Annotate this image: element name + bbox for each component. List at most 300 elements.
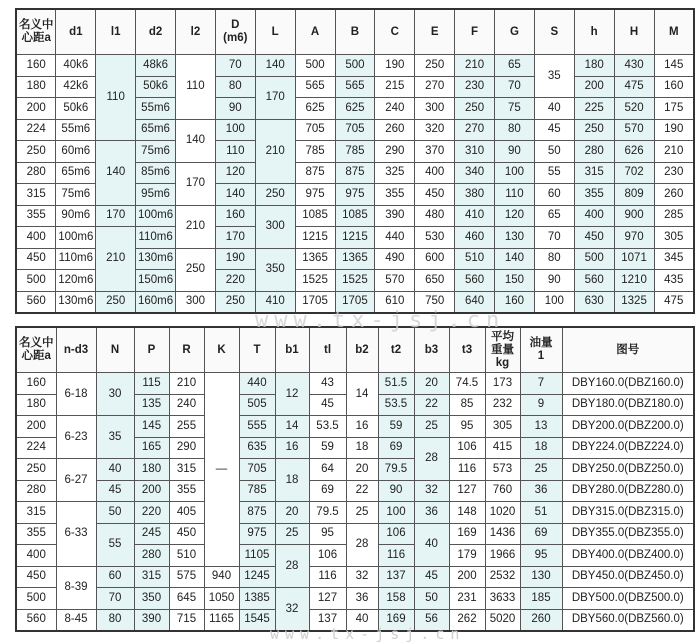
- table-cell: 440: [375, 227, 415, 249]
- table-cell: 55: [534, 162, 574, 184]
- column-header: L: [255, 9, 295, 55]
- table-cell: 45: [414, 566, 449, 588]
- table-cell: 158: [378, 588, 414, 610]
- table-cell: 400: [16, 545, 56, 567]
- table-cell: 350: [134, 588, 169, 610]
- column-header: K: [204, 327, 239, 373]
- table-cell: 80: [215, 76, 255, 98]
- table-cell: 55m6: [56, 119, 96, 141]
- table-cell: 355: [574, 184, 614, 206]
- table-cell: 645: [169, 588, 204, 610]
- table-cell: 750: [415, 291, 455, 313]
- table-cell: 260: [520, 609, 562, 631]
- table-cell: 1215: [335, 227, 375, 249]
- table-cell: 400: [16, 227, 56, 249]
- table-cell: 22: [346, 480, 378, 502]
- table-cell: 626: [614, 141, 654, 163]
- table-cell: 325: [375, 162, 415, 184]
- table-cell: 230: [654, 162, 694, 184]
- column-header: b3: [414, 327, 449, 373]
- table-cell: 18: [346, 437, 378, 459]
- table-cell: 180: [134, 459, 169, 481]
- table-cell: 90: [534, 270, 574, 292]
- table-cell: 280: [16, 162, 56, 184]
- table-cell: 36: [346, 588, 378, 610]
- table-cell: 530: [415, 227, 455, 249]
- table-cell: 1050: [204, 588, 239, 610]
- table-cell: 60: [96, 566, 134, 588]
- table-cell: 127: [449, 480, 485, 502]
- table-cell: 390: [134, 609, 169, 631]
- table-cell: 116: [378, 545, 414, 567]
- table-cell: 85m6: [136, 162, 176, 184]
- table-cell: 230: [455, 76, 495, 98]
- table-cell: 16: [346, 416, 378, 438]
- table-cell: 110m6: [56, 248, 96, 270]
- table-cell: 13: [520, 416, 562, 438]
- table-cell: 1705: [335, 291, 375, 313]
- table-cell: 250: [455, 98, 495, 120]
- table-cell: 116: [309, 566, 346, 588]
- table-cell: 90: [215, 98, 255, 120]
- table-cell: 240: [375, 98, 415, 120]
- table-cell: 150: [495, 270, 535, 292]
- table-cell: 100m6: [56, 227, 96, 249]
- table-cell: 20: [346, 459, 378, 481]
- table-cell: 3633: [485, 588, 520, 610]
- table-cell: 43: [309, 373, 346, 395]
- table-cell: 110m6: [136, 227, 176, 249]
- table-cell: 280: [134, 545, 169, 567]
- table-cell: 75m6: [56, 184, 96, 206]
- column-header: n-d3: [56, 327, 96, 373]
- table-cell: 40: [346, 609, 378, 631]
- table-cell: 1020: [485, 502, 520, 524]
- table-cell: 106: [309, 545, 346, 567]
- column-header: 平均 重量 kg: [485, 327, 520, 373]
- table-cell: DBY355.0(DBZ355.0): [562, 523, 694, 545]
- table-cell: 110: [176, 55, 216, 120]
- mounting-weight-table: [15, 326, 695, 632]
- table-cell: 1165: [204, 609, 239, 631]
- table-cell: 5020: [485, 609, 520, 631]
- table-cell: 705: [335, 119, 375, 141]
- watermark: www.tx-jsj.cn: [255, 308, 506, 333]
- table-cell: 120: [215, 162, 255, 184]
- table-cell: 56: [414, 609, 449, 631]
- table-cell: 170: [96, 205, 136, 227]
- table-cell: 160: [654, 76, 694, 98]
- table-cell: 185: [520, 588, 562, 610]
- table-cell: 200: [574, 76, 614, 98]
- table-cell: 8-45: [56, 609, 96, 631]
- table-cell: 970: [614, 227, 654, 249]
- table-cell: 53.5: [309, 416, 346, 438]
- table-cell: 25: [346, 502, 378, 524]
- table-cell: 74.5: [449, 373, 485, 395]
- table-row: [16, 480, 694, 502]
- table-cell: 100: [378, 502, 414, 524]
- table-cell: 137: [378, 566, 414, 588]
- table-cell: 250: [415, 55, 455, 77]
- column-header: G: [495, 9, 535, 55]
- table-cell: 380: [455, 184, 495, 206]
- table-cell: 355: [375, 184, 415, 206]
- column-header: tl: [309, 327, 346, 373]
- table-cell: 95: [520, 545, 562, 567]
- table-cell: DBY315.0(DBZ315.0): [562, 502, 694, 524]
- table-cell: 180: [16, 394, 56, 416]
- table-cell: 135: [134, 394, 169, 416]
- table-cell: DBY200.0(DBZ200.0): [562, 416, 694, 438]
- table-cell: 160m6: [136, 291, 176, 313]
- table-cell: 210: [654, 141, 694, 163]
- table-cell: 106: [378, 523, 414, 545]
- table-cell: 510: [169, 545, 204, 567]
- table-cell: 650: [415, 270, 455, 292]
- table-cell: DBY500.0(DBZ500.0): [562, 588, 694, 610]
- table-cell: 1325: [614, 291, 654, 313]
- table-cell: 14: [346, 373, 378, 416]
- table-cell: 12: [275, 373, 309, 416]
- table-cell: 160: [215, 205, 255, 227]
- table-cell: 95m6: [136, 184, 176, 206]
- table-cell: 640: [455, 291, 495, 313]
- table-cell: 210: [255, 119, 295, 184]
- table-cell: 450: [16, 248, 56, 270]
- table-cell: 130: [520, 566, 562, 588]
- table-cell: 280: [574, 141, 614, 163]
- table-cell: 160: [16, 55, 56, 77]
- table-cell: 90m6: [56, 205, 96, 227]
- table-cell: 22: [414, 394, 449, 416]
- column-header: t2: [378, 327, 414, 373]
- table-cell: 635: [239, 437, 275, 459]
- table-cell: 500: [16, 270, 56, 292]
- column-header: d2: [136, 9, 176, 55]
- table-cell: 405: [169, 502, 204, 524]
- table-row: [16, 523, 694, 545]
- table-cell: 220: [134, 502, 169, 524]
- table-cell: 320: [415, 119, 455, 141]
- table-cell: 130: [495, 227, 535, 249]
- table-cell: 610: [375, 291, 415, 313]
- table-cell: 565: [335, 76, 375, 98]
- table-cell: 1085: [295, 205, 335, 227]
- column-header: A: [295, 9, 335, 55]
- table-cell: 18: [275, 459, 309, 502]
- table-cell: 32: [346, 566, 378, 588]
- table-cell: 160: [16, 373, 56, 395]
- column-header: 油量 1: [520, 327, 562, 373]
- table-cell: 250: [16, 459, 56, 481]
- table-cell: 70: [96, 588, 134, 610]
- table-cell: 500: [295, 55, 335, 77]
- table-cell: 475: [614, 76, 654, 98]
- table-cell: 975: [335, 184, 375, 206]
- table-cell: 390: [375, 205, 415, 227]
- table-cell: 355: [16, 523, 56, 545]
- table-cell: 100m6: [136, 205, 176, 227]
- table-cell: 315: [16, 502, 56, 524]
- table-cell: 69: [378, 437, 414, 459]
- table-cell: 480: [415, 205, 455, 227]
- table-cell: 36: [414, 502, 449, 524]
- table-cell: 450: [415, 184, 455, 206]
- table-cell: 1215: [295, 227, 335, 249]
- table-cell: 300: [415, 98, 455, 120]
- table-cell: 55: [96, 523, 134, 566]
- table-row: [16, 227, 694, 249]
- table-cell: 625: [295, 98, 335, 120]
- table-cell: 110: [96, 55, 136, 141]
- table-cell: 53.5: [378, 394, 414, 416]
- header-row: [16, 327, 694, 373]
- table-cell: 875: [335, 162, 375, 184]
- table-cell: 1545: [239, 609, 275, 631]
- table-cell: 51.5: [378, 373, 414, 395]
- table-cell: 60m6: [56, 141, 96, 163]
- table-cell: 120m6: [56, 270, 96, 292]
- table-cell: 300: [255, 205, 295, 248]
- table-cell: 115: [134, 373, 169, 395]
- table-cell: 430: [614, 55, 654, 77]
- table-row: [16, 588, 694, 610]
- table-cell: 305: [654, 227, 694, 249]
- table-cell: 490: [375, 248, 415, 270]
- column-header: l1: [96, 9, 136, 55]
- table-cell: 127: [309, 588, 346, 610]
- table-cell: 410: [255, 291, 295, 313]
- table-cell: 310: [455, 141, 495, 163]
- table-cell: 270: [455, 119, 495, 141]
- table-cell: 250: [16, 141, 56, 163]
- column-header: H: [614, 9, 654, 55]
- table-cell: 6-27: [56, 459, 96, 502]
- table-cell: 262: [449, 609, 485, 631]
- watermark: www.tx-jsj.cn: [270, 625, 466, 643]
- table-cell: DBY560.0(DBZ560.0): [562, 609, 694, 631]
- table-cell: 630: [574, 291, 614, 313]
- table-cell: 250: [176, 248, 216, 291]
- table-cell: 200: [134, 480, 169, 502]
- table-cell: 25: [275, 523, 309, 545]
- column-header: E: [415, 9, 455, 55]
- table-cell: 50: [414, 588, 449, 610]
- table-cell: 250: [96, 291, 136, 313]
- table-cell: 90: [495, 141, 535, 163]
- table-cell: 475: [654, 291, 694, 313]
- table-cell: 573: [485, 459, 520, 481]
- table-cell: 224: [16, 119, 56, 141]
- column-header: T: [239, 327, 275, 373]
- table-cell: 25: [414, 416, 449, 438]
- table-cell: 560: [16, 291, 56, 313]
- dimensions-table: [15, 8, 695, 314]
- table-cell: 355: [16, 205, 56, 227]
- table-cell: 14: [275, 416, 309, 438]
- table-cell: 400: [415, 162, 455, 184]
- table-cell: 224: [16, 437, 56, 459]
- table-cell: 65: [534, 205, 574, 227]
- table-cell: 140: [176, 119, 216, 162]
- table-cell: DBY400.0(DBZ400.0): [562, 545, 694, 567]
- column-header: 名义中 心距a: [16, 327, 56, 373]
- table-cell: 145: [134, 416, 169, 438]
- table-cell: 715: [169, 609, 204, 631]
- table-cell: 70: [495, 76, 535, 98]
- table-cell: 200: [449, 566, 485, 588]
- table-cell: 785: [295, 141, 335, 163]
- table-cell: 6-23: [56, 416, 96, 459]
- table-cell: 1436: [485, 523, 520, 545]
- table-cell: 1245: [239, 566, 275, 588]
- table-cell: 450: [574, 227, 614, 249]
- table-cell: 40: [534, 98, 574, 120]
- column-header: F: [455, 9, 495, 55]
- table-cell: 705: [239, 459, 275, 481]
- table-cell: 18: [520, 437, 562, 459]
- column-header: 图号: [562, 327, 694, 373]
- table-cell: 40: [96, 459, 134, 481]
- table-cell: —: [204, 373, 239, 567]
- table-cell: 200: [16, 416, 56, 438]
- column-header: b2: [346, 327, 378, 373]
- table-cell: 140: [215, 184, 255, 206]
- table-cell: 137: [309, 609, 346, 631]
- table-cell: 95: [449, 416, 485, 438]
- table-cell: 250: [255, 184, 295, 206]
- column-header: D (m6): [215, 9, 255, 55]
- table-cell: 100: [495, 162, 535, 184]
- table-cell: 140: [96, 141, 136, 206]
- table-cell: 170: [215, 227, 255, 249]
- table-cell: 280: [16, 480, 56, 502]
- table-cell: 260: [654, 184, 694, 206]
- table-cell: 28: [346, 523, 378, 566]
- table-cell: 51: [520, 502, 562, 524]
- table-cell: DBY180.0(DBZ180.0): [562, 394, 694, 416]
- table-cell: 79.5: [378, 459, 414, 481]
- table-cell: 210: [176, 205, 216, 248]
- column-header: S: [534, 9, 574, 55]
- table-cell: 400: [574, 205, 614, 227]
- column-header: P: [134, 327, 169, 373]
- table-cell: 16: [275, 437, 309, 459]
- table-cell: 245: [134, 523, 169, 545]
- table-cell: 116: [449, 459, 485, 481]
- table-row: [16, 55, 694, 77]
- table-cell: 35: [96, 416, 134, 459]
- table-cell: 785: [335, 141, 375, 163]
- column-header: d1: [56, 9, 96, 55]
- table-cell: 809: [614, 184, 654, 206]
- table-cell: 450: [169, 523, 204, 545]
- table-cell: 440: [239, 373, 275, 395]
- table-cell: 355: [169, 480, 204, 502]
- table-cell: 79.5: [309, 502, 346, 524]
- table-cell: 150m6: [136, 270, 176, 292]
- table-cell: 250: [574, 119, 614, 141]
- table-cell: DBY224.0(DBZ224.0): [562, 437, 694, 459]
- table-cell: DBY250.0(DBZ250.0): [562, 459, 694, 481]
- table-cell: 45: [309, 394, 346, 416]
- table-cell: 370: [415, 141, 455, 163]
- table-cell: 255: [169, 416, 204, 438]
- table-cell: 565: [295, 76, 335, 98]
- table-cell: 190: [375, 55, 415, 77]
- table-cell: 42k6: [56, 76, 96, 98]
- table-cell: 95: [309, 523, 346, 545]
- table-cell: 1071: [614, 248, 654, 270]
- table-cell: 1385: [239, 588, 275, 610]
- table-cell: 75m6: [136, 141, 176, 163]
- table-cell: 120: [495, 205, 535, 227]
- table-cell: 50k6: [136, 76, 176, 98]
- table-cell: 25: [520, 459, 562, 481]
- table-cell: 460: [455, 227, 495, 249]
- table-cell: 1705: [295, 291, 335, 313]
- table-cell: 64: [309, 459, 346, 481]
- table-cell: 520: [614, 98, 654, 120]
- table-cell: 69: [309, 480, 346, 502]
- table-cell: 1210: [614, 270, 654, 292]
- table-cell: 875: [295, 162, 335, 184]
- column-header: B: [335, 9, 375, 55]
- table-cell: 505: [239, 394, 275, 416]
- table-cell: 975: [239, 523, 275, 545]
- table-cell: 702: [614, 162, 654, 184]
- table-row: [16, 416, 694, 438]
- table-row: [16, 373, 694, 395]
- table-cell: 1525: [295, 270, 335, 292]
- table-cell: 32: [414, 480, 449, 502]
- table-cell: 410: [455, 205, 495, 227]
- table-cell: 65: [495, 55, 535, 77]
- table-cell: 90: [378, 480, 414, 502]
- table-cell: 28: [275, 545, 309, 588]
- table-cell: 315: [16, 184, 56, 206]
- table-cell: 20: [414, 373, 449, 395]
- table-cell: 875: [239, 502, 275, 524]
- table-cell: 130m6: [136, 248, 176, 270]
- table-cell: 36: [520, 480, 562, 502]
- table-cell: 1105: [239, 545, 275, 567]
- table-cell: 70: [215, 55, 255, 77]
- table-cell: 100: [534, 291, 574, 313]
- table-cell: 6-33: [56, 502, 96, 567]
- table-cell: 65m6: [136, 119, 176, 141]
- table-cell: 170: [176, 162, 216, 205]
- table-cell: 500: [335, 55, 375, 77]
- table-cell: 80: [96, 609, 134, 631]
- table-cell: 570: [614, 119, 654, 141]
- table-cell: 290: [169, 437, 204, 459]
- table-cell: 560: [16, 609, 56, 631]
- table-cell: 340: [455, 162, 495, 184]
- table-cell: 350: [255, 248, 295, 291]
- table-cell: 80: [495, 119, 535, 141]
- table-cell: 75: [495, 98, 535, 120]
- table-row: [16, 502, 694, 524]
- table-cell: 32: [275, 588, 309, 632]
- table-cell: 110: [495, 184, 535, 206]
- table-cell: 555: [239, 416, 275, 438]
- table-cell: 48k6: [136, 55, 176, 77]
- table-cell: 169: [378, 609, 414, 631]
- column-header: M: [654, 9, 694, 55]
- table-cell: 1365: [335, 248, 375, 270]
